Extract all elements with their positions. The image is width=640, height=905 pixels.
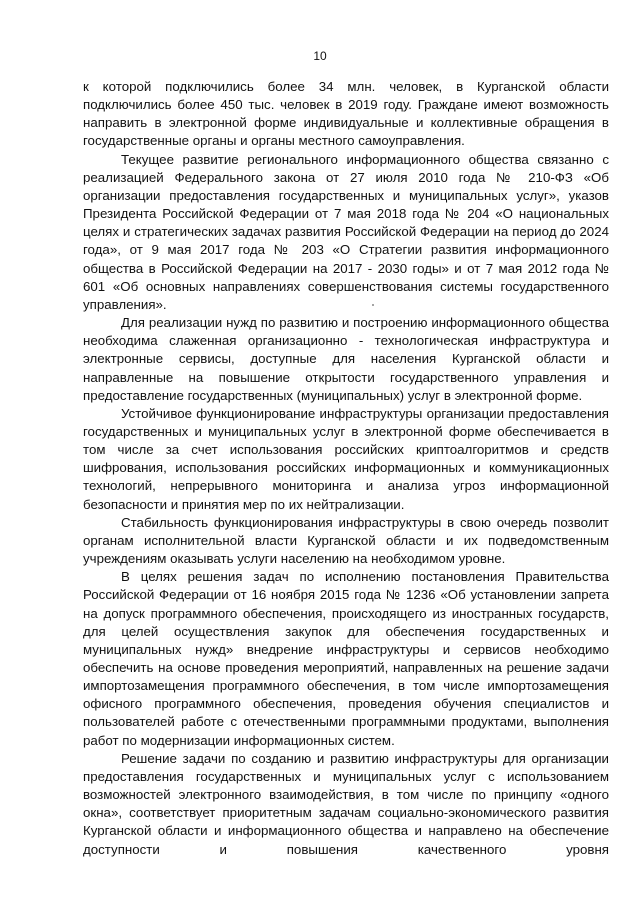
paragraph-6: В целях решения задач по исполнению постановления Правительства Российской Федерации от 16 ноября 2015 года № 1236 «Об установлении запрета на допуск программного обеспечения, происходящего из иностранных государств, для целей осуществления закупок для обеспечения государственных и муниципальных нужд» внедрение инфраструктуры и сервисов необходимо обеспечить на основе проведения мероприятий, направленных на решение задачи импортозамещения программного обеспечения, в том числе импортозамещения офисного программного обеспечения, проведения обучения специалистов и пользователей работе с отечественными программными продуктами, выполнения работ по модернизации информационных систем. [83,569,609,748]
paragraph-3: Для реализации нужд по развитию и построению информационного общества необходима слаженная организационно - технологическая инфраструктура и электронные сервисы, доступные для населения Курганской области и направленные на повышение открытости государственного управления и предоставление государственных (муниципальных) услуг в электронной форме. [83,315,609,403]
page-number: 10 [313,49,327,63]
document-body [83,78,609,859]
paragraph-7: Решение задачи по созданию и развитию инфраструктуры для организации предоставления государственных и муниципальных услуг с использованием возможностей электронного взаимодействия, в том числе по принципу «одного окна», соответствует приоритетным задачам социально-экономического развития Курганской области и информационного общества и направлено на обеспечение доступности и повышения качественного уровня [83,750,609,857]
paragraph-1: к которой подключились более 34 млн. человек, в Курганской области подключились более 450 тыс. человек в 2019 году. Граждане имеют возможность направить в электронной форме индивидуальные и коллективные обращения в государственные органы и органы местного самоуправления. [83,79,609,149]
paragraph-4: Устойчивое функционирование инфраструктуры организации предоставления государственных и муниципальных услуг в электронной форме обеспечивается в том числе за счет использования российских криптоалгоритмов и средств шифрования, использования российских информационных и коммуникационных технологий, непрерывного мониторинга и анализа угроз информационной безопасности и принятия мер по их нейтрализации. [83,405,609,512]
paragraph-5: Стабильность функционирования инфраструктуры в свою очередь позволит органам исполнительной власти Курганской области и их подведомственным учреждениям оказывать услуги населению на необходимом уровне. [83,514,609,567]
paragraph-2: Текущее развитие регионального информационного общества связанно с реализацией Федерального закона от 27 июля 2010 года № 210-ФЗ «Об организации предоставления государственных и муниципальных услуг», указов Президента Российской Федерации от 7 мая 2018 года № 204 «О национальных целях и стратегических задачах развития Российской Федерации на период до 2024 года», от 9 мая 2017 года № 203 «О Стратегии развития информационного общества в Российской Федерации на 2017 - 2030 годы» и от 7 мая 2012 года № 601 «Об основных направлениях совершенствования системы государственного управления». [83,151,609,312]
